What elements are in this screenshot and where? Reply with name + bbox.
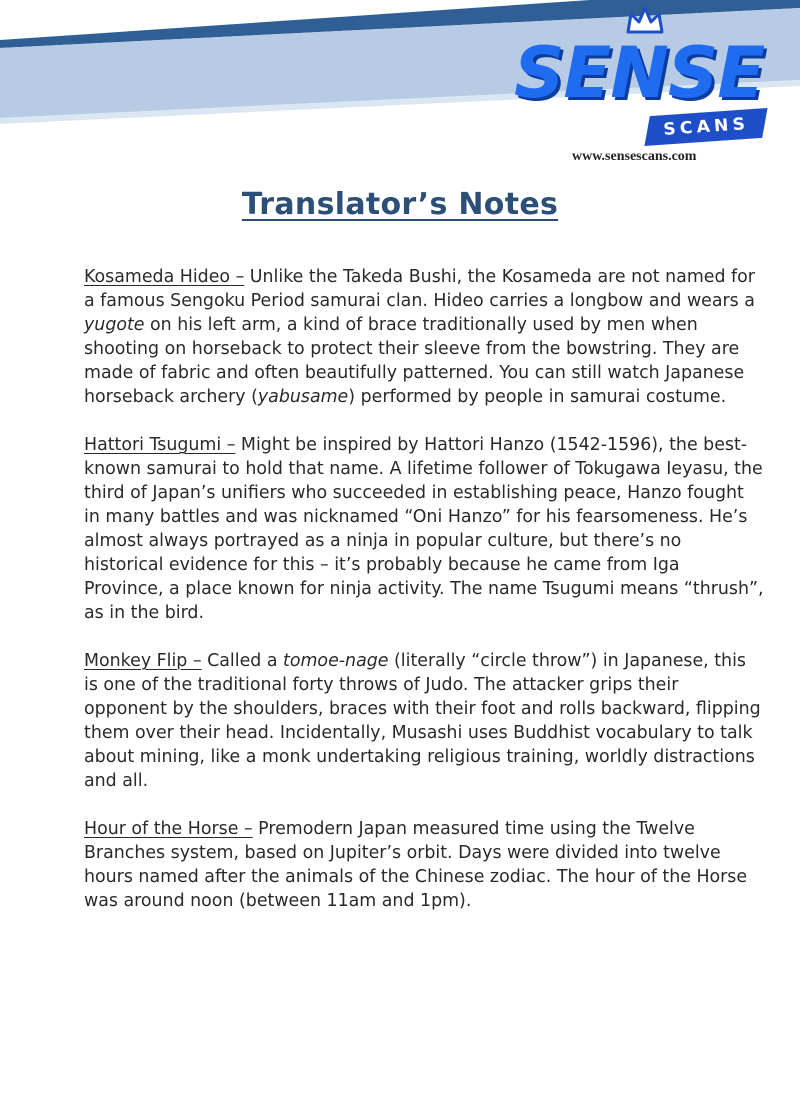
- note-text: on his left arm, a kind of brace traditionally used by men when shooting on horseback to protect their sleeve from the bowstring. They are made of fabric and often beautifully patterned. You can still watch Japanese horseback archery (: [84, 315, 745, 407]
- note-text: Premodern Japan measured time using the Twelve Branches system, based on Jupiter’s orbit. Days were divided into twelve hours named after the animals of the Chinese zodiac. The hour of the Horse was around noon (between 11am and 1pm).: [84, 819, 748, 911]
- page-title-text: Translator’s Notes: [241, 187, 559, 222]
- note-text: Might be inspired by Hattori Hanzo (1542-1596), the best-known samurai to hold that name. A lifetime follower of Tokugawa Ieyasu, the third of Japan’s unifiers who succeeded in establishing peace, Hanzo fought in many battles and was nicknamed “Oni Hanzo” for his fearsomeness. He’s almost always portrayed as a ninja in popular culture, but there’s no historical evidence for this – it’s probably because he came from Iga Province, a place known for ninja activity. The name Tsugumi means “thrush”, as in the bird.: [84, 435, 764, 623]
- note-text: Called a: [201, 651, 284, 671]
- note-paragraph: [84, 649, 764, 793]
- note-italic-term: tomoe-nage: [283, 651, 389, 671]
- sensescans-logo: [500, 0, 800, 170]
- note-term: Kosameda Hideo –: [84, 267, 245, 287]
- logo-scans-text: SCANS: [662, 114, 750, 140]
- note-term: Hour of the Horse –: [84, 819, 253, 839]
- note-text: ) performed by people in samurai costume.: [348, 387, 727, 407]
- notes-list: [84, 265, 764, 937]
- note-paragraph: [84, 265, 764, 409]
- logo-wordmark: SENSE: [514, 32, 765, 114]
- note-term: Hattori Tsugumi –: [84, 435, 236, 455]
- note-term: Monkey Flip –: [84, 651, 202, 671]
- note-text: (literally “circle throw”) in Japanese, this is one of the traditional forty throws of Judo. The attacker grips their opponent by the shoulders, braces with their foot and rolls backward, flipping them over their head. Incidentally, Musashi uses Buddhist vocabulary to talk about mining, like a monk undertaking religious training, worldly distractions and all.: [84, 651, 761, 791]
- page-title: [0, 187, 800, 222]
- site-url: www.sensescans.com: [572, 149, 697, 164]
- note-italic-term: yabusame: [257, 387, 349, 407]
- note-paragraph: [84, 817, 764, 913]
- note-italic-term: yugote: [84, 315, 145, 335]
- note-text: Unlike the Takeda Bushi, the Kosameda are not named for a famous Sengoku Period samurai clan. Hideo carries a longbow and wears a: [84, 267, 755, 311]
- note-paragraph: [84, 433, 764, 625]
